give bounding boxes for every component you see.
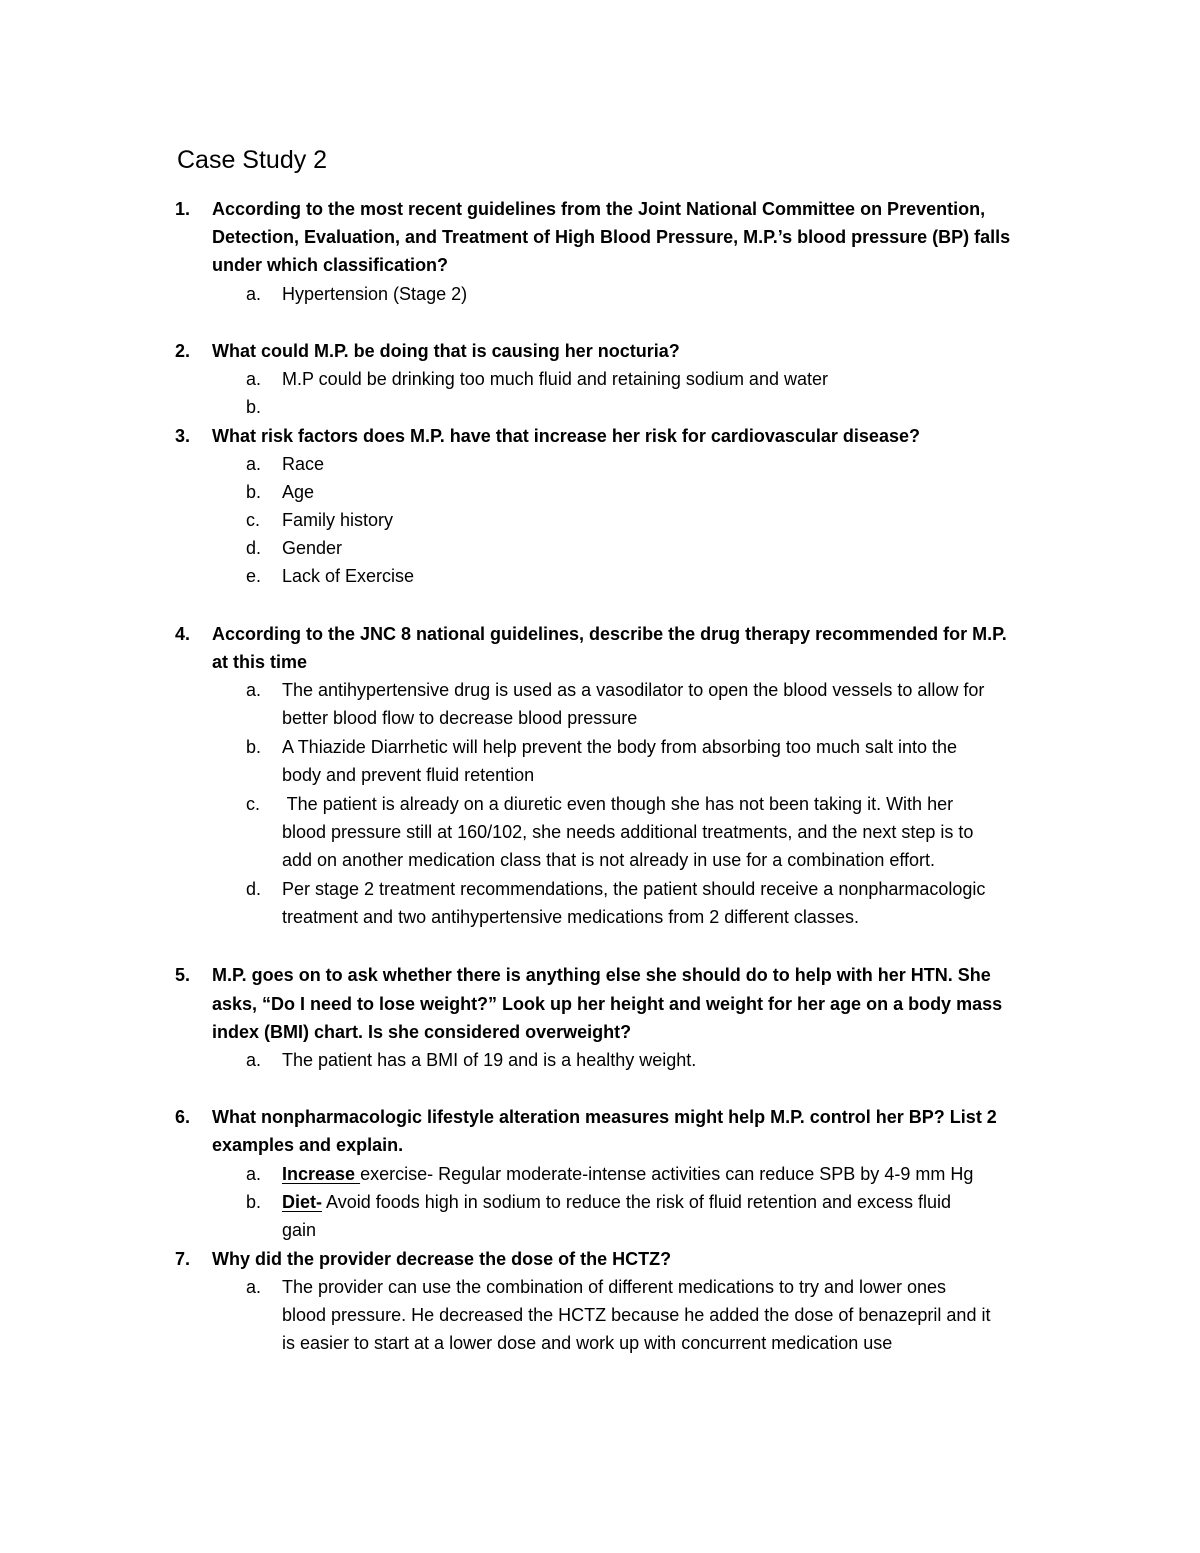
answer-6b-rest: Avoid foods high in sodium to reduce the risk of fluid retention and excess fluid — [322, 1192, 952, 1212]
answer-4c-line-1: The patient is already on a diuretic even though she has not been taking it. With her — [282, 794, 954, 814]
answer-3a-letter: a. — [246, 454, 262, 474]
answer-1a-text: Hypertension (Stage 2) — [282, 284, 468, 304]
answer-3b-text: Age — [282, 482, 315, 502]
answer-3b-letter: b. — [246, 482, 262, 502]
question-6-number: 6. — [175, 1107, 191, 1127]
answer-6b-text — [282, 1188, 951, 1216]
question-5-line-3: index (BMI) chart. Is she considered overweight? — [212, 1022, 632, 1042]
question-7-line-1: Why did the provider decrease the dose of the HCTZ? — [212, 1249, 672, 1269]
answer-4a-line-1: The antihypertensive drug is used as a vasodilator to open the blood vessels to allow for — [282, 680, 985, 700]
answer-3d-text: Gender — [282, 538, 343, 558]
question-6-line-2: examples and explain. — [212, 1135, 404, 1155]
answer-4b-letter: b. — [246, 737, 262, 757]
question-4-number: 4. — [175, 624, 191, 644]
answer-7a-letter: a. — [246, 1277, 262, 1297]
question-5-line-1: M.P. goes on to ask whether there is anything else she should do to help with her HTN. She — [212, 965, 991, 985]
question-1-line-3: under which classification? — [212, 255, 449, 275]
question-1-line-1: According to the most recent guidelines from the Joint National Committee on Prevention, — [212, 199, 986, 219]
answer-3e-letter: e. — [246, 566, 262, 586]
question-1-line-2: Detection, Evaluation, and Treatment of High Blood Pressure, M.P.’s blood pressure (BP) falls — [212, 227, 1011, 247]
answer-4a-line-2: better blood flow to decrease blood pressure — [282, 708, 638, 728]
answer-4c-line-3: add on another medication class that is not already in use for a combination effort. — [282, 850, 936, 870]
answer-7a-line-2: blood pressure. He decreased the HCTZ because he added the dose of benazepril and it — [282, 1305, 991, 1325]
question-2-number: 2. — [175, 341, 191, 361]
document-title: Case Study 2 — [177, 146, 328, 174]
answer-4c-letter: c. — [246, 794, 261, 814]
answer-7a-line-1: The provider can use the combination of different medications to try and lower ones — [282, 1277, 947, 1297]
answer-3c-letter: c. — [246, 510, 261, 530]
question-4-line-1: According to the JNC 8 national guidelines, describe the drug therapy recommended for M.P. — [212, 624, 1007, 644]
answer-3e-text: Lack of Exercise — [282, 566, 415, 586]
answer-3a-text: Race — [282, 454, 325, 474]
answer-6a-keyword: Increase — [282, 1164, 361, 1184]
answer-6b-continuation: gain — [282, 1220, 317, 1240]
answer-6a-rest: exercise- Regular moderate-intense activities can reduce SPB by 4-9 mm Hg — [360, 1164, 974, 1184]
question-2-line-1: What could M.P. be doing that is causing her nocturia? — [212, 341, 680, 361]
answer-4c-line-2: blood pressure still at 160/102, she needs additional treatments, and the next step is to — [282, 822, 974, 842]
answer-6a-text — [282, 1160, 973, 1188]
question-5-number: 5. — [175, 965, 191, 985]
answer-5a-text: The patient has a BMI of 19 and is a healthy weight. — [282, 1050, 697, 1070]
question-4-line-2: at this time — [212, 652, 308, 672]
answer-4d-line-2: treatment and two antihypertensive medications from 2 different classes. — [282, 907, 859, 927]
answer-6b-letter: b. — [246, 1192, 262, 1212]
answer-3c-text: Family history — [282, 510, 394, 530]
answer-3d-letter: d. — [246, 538, 262, 558]
answer-4b-line-2: body and prevent fluid retention — [282, 765, 535, 785]
question-3-line-1: What risk factors does M.P. have that increase her risk for cardiovascular disease? — [212, 426, 920, 446]
answer-6b-keyword: Diet- — [282, 1192, 322, 1212]
question-6-line-1: What nonpharmacologic lifestyle alteration measures might help M.P. control her BP? List 2 — [212, 1107, 997, 1127]
question-3-number: 3. — [175, 426, 191, 446]
answer-5a-letter: a. — [246, 1050, 262, 1070]
answer-6a-letter: a. — [246, 1164, 262, 1184]
question-1-number: 1. — [175, 199, 191, 219]
question-5-line-2: asks, “Do I need to lose weight?” Look up her height and weight for her age on a body mass — [212, 994, 1003, 1014]
answer-2a-letter: a. — [246, 369, 262, 389]
answer-7a-line-3: is easier to start at a lower dose and work up with concurrent medication use — [282, 1333, 893, 1353]
answer-2a-text: M.P could be drinking too much fluid and retaining sodium and water — [282, 369, 828, 389]
answer-4d-letter: d. — [246, 879, 262, 899]
answer-4d-line-1: Per stage 2 treatment recommendations, the patient should receive a nonpharmacologic — [282, 879, 986, 899]
answer-4a-letter: a. — [246, 680, 262, 700]
question-7-number: 7. — [175, 1249, 191, 1269]
answer-2b-letter: b. — [246, 397, 262, 417]
answer-1a-letter: a. — [246, 284, 262, 304]
answer-4b-line-1: A Thiazide Diarrhetic will help prevent the body from absorbing too much salt into the — [282, 737, 958, 757]
